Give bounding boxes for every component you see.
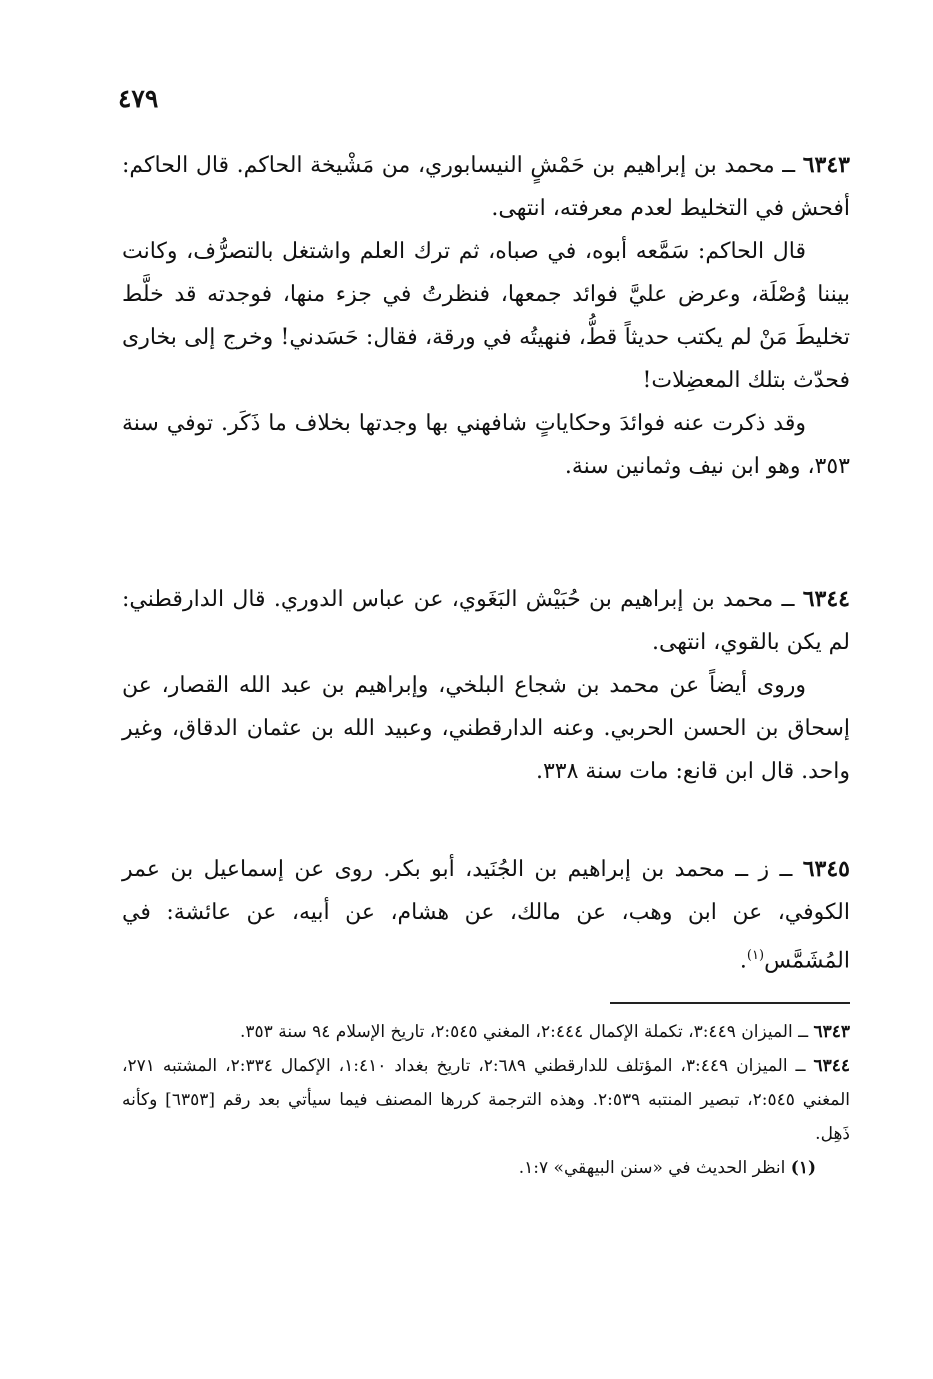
entry-heading [122,578,850,664]
entry-number: ٦٣٤٤ [802,586,850,612]
footnote [122,1049,850,1151]
footnote [122,1151,850,1185]
footnote-text: ــ الميزان ٣:٤٤٩، المؤتلف للدارقطني ٢:٦٨٩، تاريخ بغداد ١:٤١٠، الإكمال ٢:٣٣٤، المشتبه ٢٧١، المغني ٢:٥٤٥، تبصير المنتبه ٢:٥٣٩. وهذه الترجمة كررها المصنف فيما سيأتي بعد رقم [٦٣٥٣] وكأنه ذَهِل. [122,1056,851,1144]
footnote-number: ٦٣٤٣ [813,1022,850,1042]
entry-6344 [122,578,850,793]
entry-number: ٦٣٤٥ [802,856,850,882]
entry-paragraph: وقد ذكرت عنه فوائدَ وحكاياتٍ شافهني بها وجدتها بخلاف ما ذَكَر. توفي سنة ٣٥٣، وهو ابن نيف وثمانين سنة. [122,411,850,479]
entry-number: ٦٣٤٣ [802,152,850,178]
page-number: ٤٧٩ [118,84,159,113]
footnotes [122,1015,850,1185]
footnote-number: ٦٣٤٤ [813,1056,850,1076]
entry-6345 [122,848,850,982]
entry-6343 [122,144,850,488]
entry-paragraph: قال الحاكم: سَمَّعه أبوه، في صباه، ثم ترك العلم واشتغل بالتصرُّف، وكانت بيننا وُصْلَة، وعرض عليَّ فوائد جمعها، فنظرتُ في جزء منها، فوجدته قد خلَّط تخليطَ مَنْ لم يكتب حديثاً قطُّ، فنهيتُه في ورقة، فقال: حَسَدني! وخرج إلى بخارى فحدّث بتلك المعضِلات! [122,239,850,393]
entry-text: ــ محمد بن إبراهيم بن حُبَيْش البَغَوي، عن عباس الدوري. قال الدارقطني: لم يكن بالقوي، انتهى. [122,587,850,655]
entry-heading [122,848,850,982]
footnote-text: انظر الحديث في «سنن البيهقي» ١:٧. [518,1158,791,1178]
entry-paragraph: وروى أيضاً عن محمد بن شجاع البلخي، وإبراهيم بن عبد الله القصار، عن إسحاق بن الحسن الحربي. وعنه الدارقطني، وعبيد الله بن عثمان الدقاق، وغير واحد. قال ابن قانع: مات سنة ٣٣٨. [122,673,850,784]
entry-text: ــ ز ــ محمد بن إبراهيم بن الجُنَيد، أبو بكر. روى عن إسماعيل بن عمر الكوفي، عن ابن وهب، عن مالك، عن هشام، عن أبيه، عن عائشة: في المُشَمَّس [122,857,850,974]
entry-heading [122,144,850,230]
entry-tail: . [739,948,747,974]
footnote-separator [610,1002,850,1004]
footnote-number: (١) [790,1158,816,1178]
footnote [122,1015,850,1049]
footnote-text: ــ الميزان ٣:٤٤٩، تكملة الإكمال ٢:٤٤٤، المغني ٢:٥٤٥، تاريخ الإسلام ٩٤ سنة ٣٥٣. [240,1022,814,1042]
entry-text: ــ محمد بن إبراهيم بن حَمْشٍ النيسابوري، من مَشْيخة الحاكم. قال الحاكم: أفحش في التخليط لعدم معرفته، انتهى. [122,153,850,221]
footnote-reference[interactable]: (١) [746,948,765,963]
